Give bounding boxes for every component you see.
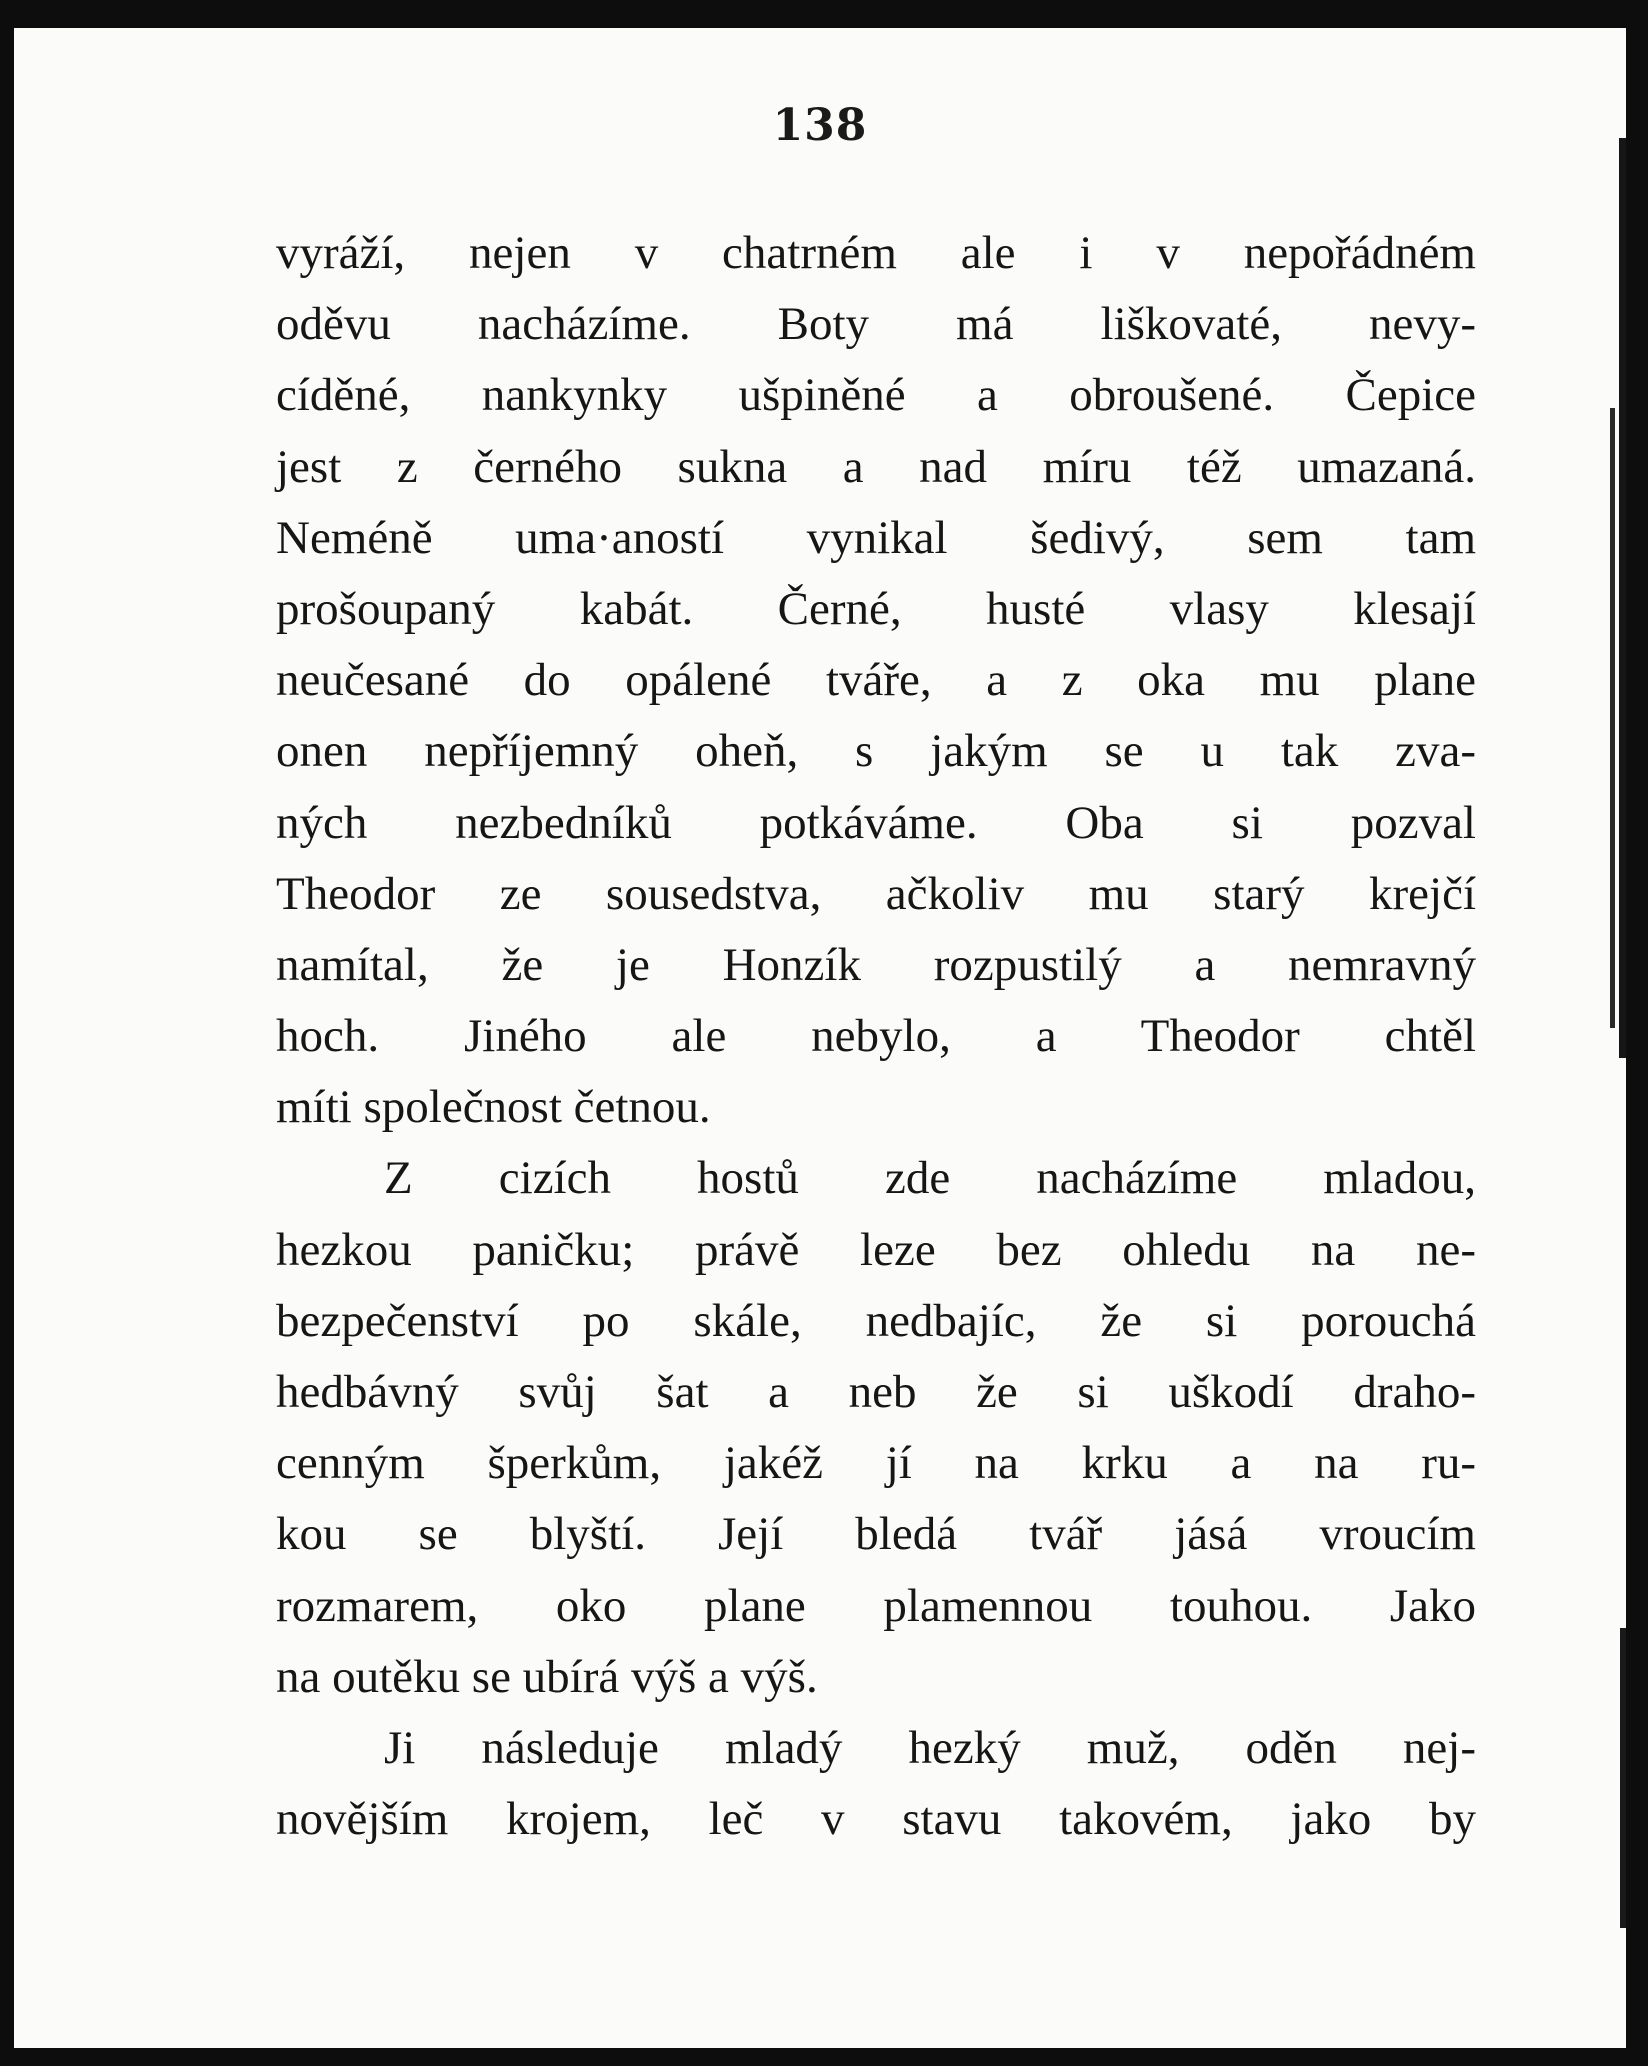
body-text (276, 218, 1476, 1855)
page-edge-shadow (1619, 138, 1626, 1058)
text-line: jest z černého sukna a nad míru též umazaná. (276, 440, 1476, 493)
text-line: kou se blyští. Její bledá tvář jásá vroucím (276, 1508, 1476, 1561)
paragraph-1 (276, 218, 1476, 1143)
page-edge-strip (1610, 408, 1615, 1028)
text-line: Theodor ze sousedstva, ačkoliv mu starý krejčí (276, 867, 1476, 920)
text-line: Neméně uma·aností vynikal šedivý, sem tam (276, 511, 1476, 564)
text-line: onen nepříjemný oheň, s jakým se u tak zva- (276, 725, 1476, 778)
text-line: Z cizích hostů zde nacházíme mladou, (384, 1152, 1476, 1205)
text-line: namítal, že je Honzík rozpustilý a nemravný (276, 938, 1476, 991)
text-line: Ji následuje mladý hezký muž, oděn nej- (384, 1721, 1476, 1774)
text-line: vyráží, nejen v chatrném ale i v nepořádném (276, 227, 1476, 279)
text-line: bezpečenství po skále, nedbajíc, že si porouchá (276, 1294, 1476, 1347)
text-line: cíděné, nankynky ušpiněné a obroušené. Čepice (276, 369, 1476, 422)
paragraph-2 (276, 1143, 1476, 1713)
text-line: cenným šperkům, jakéž jí na krku a na ru- (276, 1437, 1476, 1490)
text-line: novějším krojem, leč v stavu takovém, jako by (276, 1793, 1476, 1846)
text-line: ných nezbedníků potkáváme. Oba si pozval (276, 796, 1476, 849)
paragraph-3 (276, 1713, 1476, 1855)
text-line: hoch. Jiného ale nebylo, a Theodor chtěl (276, 1010, 1476, 1063)
text-line: na outěku se ubírá výš a výš. (276, 1650, 818, 1703)
text-line: hedbávný svůj šat a neb že si uškodí draho- (276, 1366, 1476, 1418)
text-line: oděvu nacházíme. Boty má liškovaté, nevy- (276, 298, 1476, 351)
text-line: hezkou paničku; právě leze bez ohledu na ne- (276, 1223, 1476, 1276)
page-number: 138 (772, 100, 868, 151)
book-page (14, 28, 1626, 2048)
text-line: neučesané do opálené tváře, a z oka mu plane (276, 654, 1476, 707)
text-line: míti společnost četnou. (276, 1081, 711, 1134)
text-line: rozmarem, oko plane plamennou touhou. Jako (276, 1579, 1476, 1632)
page-edge-shadow-lower (1620, 1628, 1626, 1928)
text-line: prošoupaný kabát. Černé, husté vlasy klesají (276, 582, 1476, 635)
